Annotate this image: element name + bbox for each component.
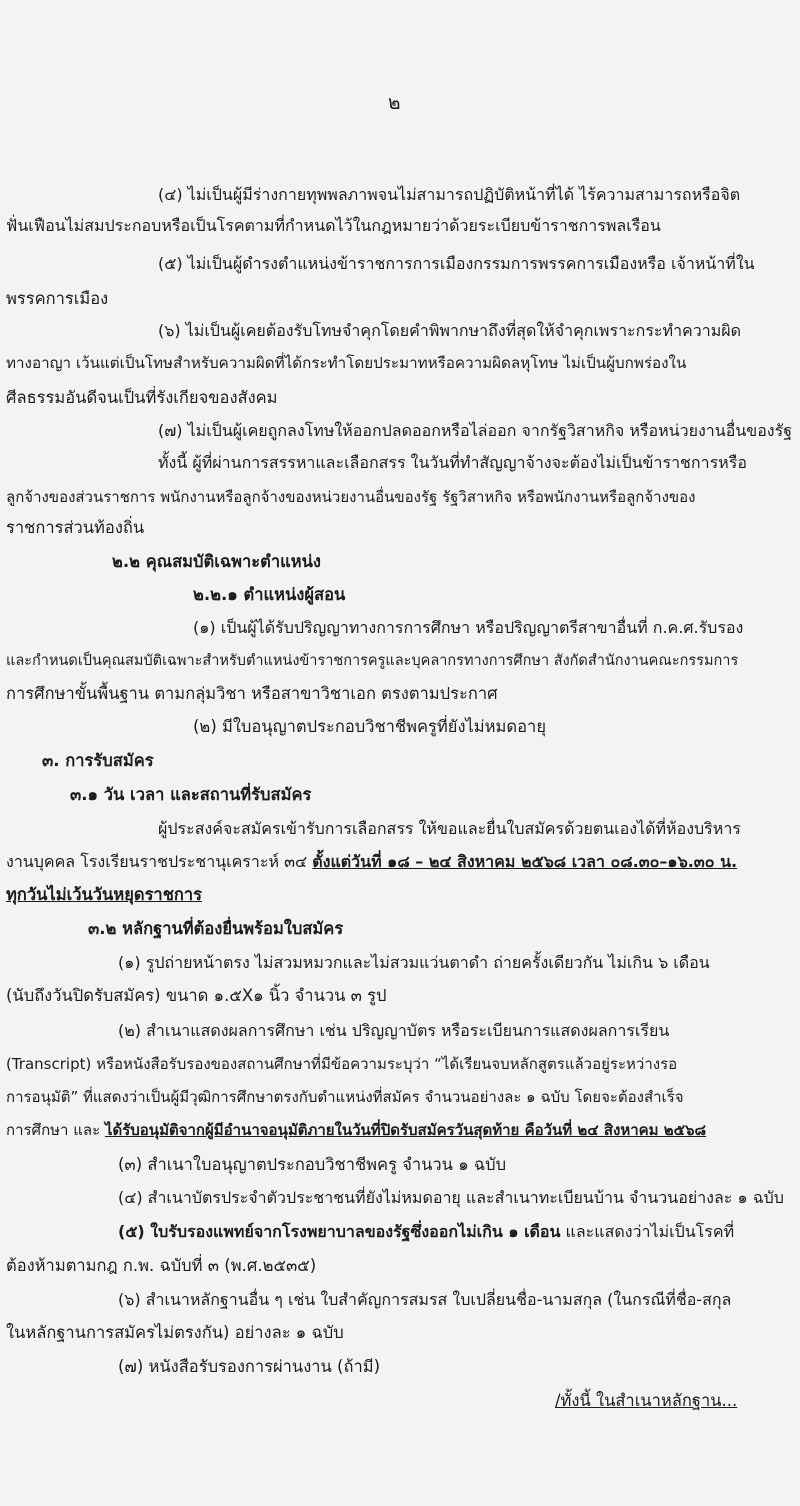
document-6-line-2: ในหลักฐานการสมัครไม่ตรงกัน) อย่างละ ๑ ฉบับ <box>6 1323 344 1342</box>
document-3-line-1: (๓) สำเนาใบอนุญาตประกอบวิชาชีพครู จำนวน ๑ ฉบับ <box>118 1155 507 1174</box>
document-2-line-2: (Transcript) หรือหนังสือรับรองของสถานศึกษาที่มีข้อความระบุว่า “ได้เรียนจบหลักสูตรแล้วอยู่ระหว่างรอ <box>6 1055 678 1073</box>
requirement-1-line-2: และกำหนดเป็นคุณสมบัติเฉพาะสำหรับตำแหน่งข้าราชการครูและบุคลากรทางการศึกษา สังกัดสำนักงานคณะกรรมการ <box>6 653 739 669</box>
note-line-3: ราชการส่วนท้องถิ่น <box>6 518 145 537</box>
qualification-6-line-2: ทางอาญา เว้นแต่เป็นโทษสำหรับความผิดที่ได้กระทำโดยประมาทหรือความผิดลหุโทษ ไม่เป็นผู้บกพร่องใน <box>6 354 687 372</box>
section-3-1-heading: ๓.๑ วัน เวลา และสถานที่รับสมัคร <box>70 785 312 804</box>
document-5-line-1 <box>118 1221 734 1243</box>
requirement-1-line-1: (๑) เป็นผู้ได้รับปริญญาทางการการศึกษา หรือปริญญาตรีสาขาอื่นที่ ก.ค.ศ.รับรอง <box>193 618 744 637</box>
qualification-5-line-2: พรรคการเมือง <box>6 289 109 308</box>
application-line-3: ทุกวันไม่เว้นวันหยุดราชการ <box>6 885 203 904</box>
application-place: งานบุคคล โรงเรียนราชประชานุเคราะห์ ๓๔ <box>6 852 313 871</box>
section-3-heading: ๓. การรับสมัคร <box>42 751 154 770</box>
continuation-text: /ทั้งนี้ ในสำเนาหลักฐาน... <box>555 1391 738 1410</box>
qualification-4-line-2: ฟั่นเฟือนไม่สมประกอบหรือเป็นโรคตามที่กำหนดไว้ในกฎหมายว่าด้วยระเบียบข้าราชการพลเรือน <box>6 216 661 235</box>
qualification-7-line-1: (๗) ไม่เป็นผู้เคยถูกลงโทษให้ออกปลดออกหรือไล่ออก จากรัฐวิสาหกิจ หรือหน่วยงานอื่นของรัฐ <box>158 421 793 440</box>
note-line-1: ทั้งนี้ ผู้ที่ผ่านการสรรหาและเลือกสรร ในวันที่ทำสัญญาจ้างจะต้องไม่เป็นข้าราชการหรือ <box>158 453 747 472</box>
section-3-2-heading: ๓.๒ หลักฐานที่ต้องยื่นพร้อมใบสมัคร <box>88 919 344 938</box>
application-line-1: ผู้ประสงค์จะสมัครเข้ารับการเลือกสรร ให้ขอและยื่นใบสมัครด้วยตนเองได้ที่ห้องบริหาร <box>158 819 741 838</box>
page-number: ๒ <box>388 92 401 114</box>
document-5-medical-certificate: (๕) ใบรับรองแพทย์จากโรงพยาบาลของรัฐซึ่งออกไม่เกิน ๑ เดือน <box>118 1222 561 1241</box>
document-1-line-1: (๑) รูปถ่ายหน้าตรง ไม่สวมหมวกและไม่สวมแว่นตาดำ ถ่ายครั้งเดียวกัน ไม่เกิน ๖ เดือน <box>118 953 710 972</box>
qualification-6-line-3: ศีลธรรมอันดีจนเป็นที่รังเกียจของสังคม <box>6 388 278 407</box>
note-line-2: ลูกจ้างของส่วนราชการ พนักงานหรือลูกจ้างของหน่วยงานอื่นของรัฐ รัฐวิสาหกิจ หรือพนักงานหรือลูกจ้างของ <box>6 488 696 506</box>
application-period: ตั้งแต่วันที่ ๑๘ – ๒๔ สิงหาคม ๒๕๖๘ เวลา ๐๘.๓๐–๑๖.๓๐ น. <box>312 852 738 871</box>
qualification-5-line-1: (๕) ไม่เป็นผู้ดำรงตำแหน่งข้าราชการการเมืองกรรมการพรรคการเมืองหรือ เจ้าหน้าที่ใน <box>158 254 755 273</box>
requirement-1-line-3: การศึกษาขั้นพื้นฐาน ตามกลุ่มวิชา หรือสาขาวิชาเอก ตรงตามประกาศ <box>6 684 498 703</box>
section-2-2-heading: ๒.๒ คุณสมบัติเฉพาะตำแหน่ง <box>112 552 321 571</box>
document-5-line-2: ต้องห้ามตามกฎ ก.พ. ฉบับที่ ๓ (พ.ศ.๒๕๓๕) <box>6 1256 317 1275</box>
document-2-line-3: การอนุมัติ” ที่แสดงว่าเป็นผู้มีวุฒิการศึกษาตรงกับตำแหน่งที่สมัคร จำนวนอย่างละ ๑ ฉบับ โดยจะต้องสำเร็จ <box>6 1088 684 1106</box>
document-2-line-4-plain: การศึกษา และ <box>6 1121 105 1139</box>
document-7-line-1: (๗) หนังสือรับรองการผ่านงาน (ถ้ามี) <box>118 1357 381 1376</box>
document-5-line-1-plain: และแสดงว่าไม่เป็นโรคที่ <box>560 1222 735 1241</box>
document-6-line-1: (๖) สำเนาหลักฐานอื่น ๆ เช่น ใบสำคัญการสมรส ใบเปลี่ยนชื่อ-นามสกุล (ในกรณีที่ชื่อ-สกุล <box>118 1290 732 1309</box>
document-2-line-1: (๒) สำเนาแสดงผลการศึกษา เช่น ปริญญาบัตร หรือระเบียนการแสดงผลการเรียน <box>118 1021 670 1040</box>
application-line-2 <box>6 851 737 873</box>
document-2-line-4 <box>6 1119 706 1141</box>
document-2-approval-deadline: ได้รับอนุมัติจากผู้มีอำนาจอนุมัติภายในวันที่ปิดรับสมัครวันสุดท้าย คือวันที่ ๒๔ สิงหาคม ๒๕๖๘ <box>104 1121 707 1139</box>
section-2-2-1-heading: ๒.๒.๑ ตำแหน่งผู้สอน <box>193 585 346 604</box>
qualification-4-line-1: (๔) ไม่เป็นผู้มีร่างกายทุพพลภาพจนไม่สามารถปฏิบัติหน้าที่ได้ ไร้ความสามารถหรือจิต <box>158 185 741 204</box>
requirement-2-line-1: (๒) มีใบอนุญาตประกอบวิชาชีพครูที่ยังไม่หมดอายุ <box>193 717 546 736</box>
document-4-line-1: (๔) สำเนาบัตรประจำตัวประชาชนที่ยังไม่หมดอายุ และสำเนาทะเบียนบ้าน จำนวนอย่างละ ๑ ฉบับ <box>118 1188 784 1207</box>
qualification-6-line-1: (๖) ไม่เป็นผู้เคยต้องรับโทษจำคุกโดยคำพิพากษาถึงที่สุดให้จำคุกเพราะกระทำความผิด <box>158 321 742 340</box>
document-1-line-2: (นับถึงวันปิดรับสมัคร) ขนาด ๑.๕X๑ นิ้ว จำนวน ๓ รูป <box>6 986 387 1005</box>
